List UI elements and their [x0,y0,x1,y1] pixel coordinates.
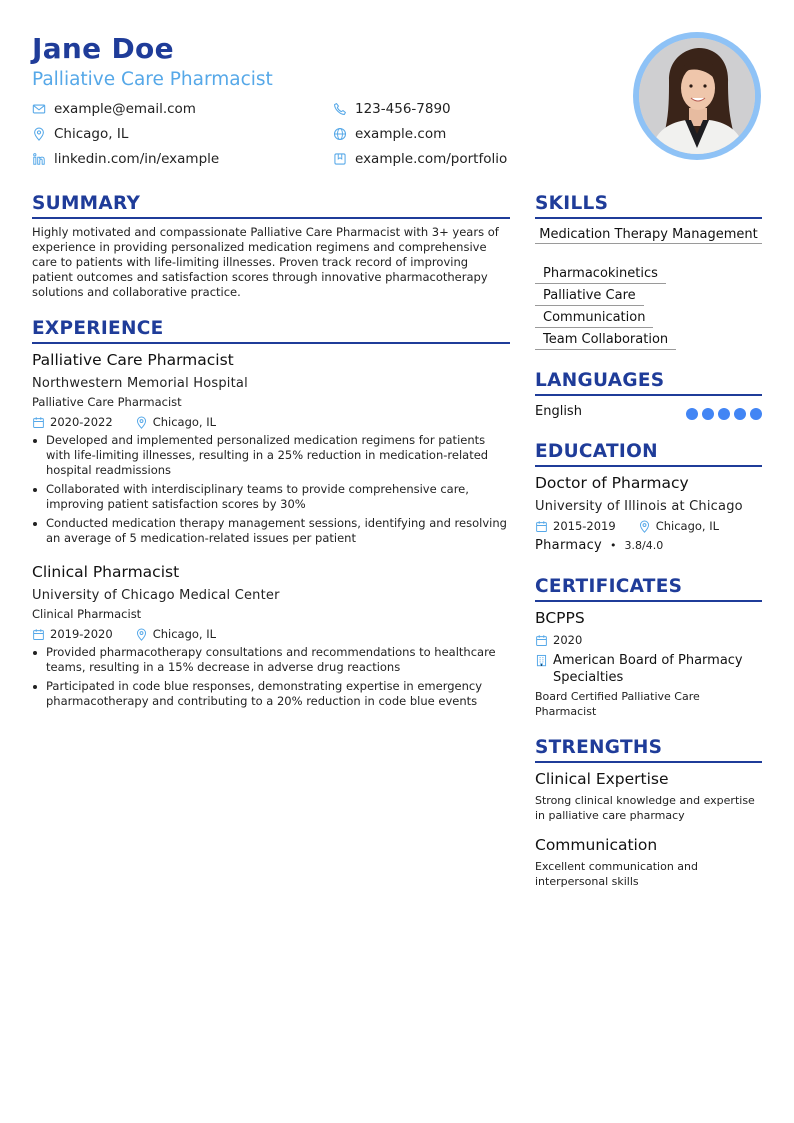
language-name: English [535,404,582,419]
education-gpa: 3.8/4.0 [624,539,664,552]
contact-portfolio-text: example.com/portfolio [355,151,508,167]
certificate-name: BCPPS [535,609,585,627]
strength-description: Strong clinical knowledge and expertise in palliative care pharmacy [535,794,755,822]
contact-website[interactable] [333,125,446,143]
job-company: University of Chicago Medical Center [32,588,280,603]
linkedin-icon [32,152,46,166]
proficiency-dot [734,408,746,420]
job-meta [32,627,216,642]
building-icon [535,654,548,667]
skill-tag: Team Collaboration [535,331,676,350]
calendar-icon [535,520,548,533]
skills-heading: SKILLS [535,192,762,219]
list-item: Developed and implemented personalized medication regimens for patients with life-limiting illnesses, resulting in a 25% reduction in medication-related hospital readmissions [32,433,512,478]
certificates-heading: CERTIFICATES [535,575,762,602]
strength-name: Communication [535,836,658,854]
certificate-issuer: American Board of Pharmacy Specialties [553,653,743,685]
proficiency-dot [702,408,714,420]
job-location: Chicago, IL [152,627,217,641]
bookmark-icon [333,152,347,166]
candidate-title: Palliative Care Pharmacist [32,69,273,90]
location-pin-icon [135,416,148,429]
certificate-description: Board Certified Palliative Care Pharmacist [535,690,700,718]
list-item: Collaborated with interdisciplinary teams to provide comprehensive care, improving patient satisfaction scores by 30% [32,482,512,512]
phone-icon [333,102,347,116]
calendar-icon [535,634,548,647]
job-company: Northwestern Memorial Hospital [32,376,248,391]
contact-website-text: example.com [355,126,447,142]
proficiency-dot [750,408,762,420]
list-item: Participated in code blue responses, demonstrating expertise in emergency pharmacotherapy and contributing to a 20% reduction in code blue events [32,679,512,709]
skill-tag: Palliative Care [535,287,644,306]
avatar [639,38,755,154]
job-location: Chicago, IL [152,415,217,429]
contact-email-text: example@email.com [54,101,196,117]
job-dates: 2019-2020 [50,627,113,641]
separator-dot: • [610,539,617,552]
list-item: Conducted medication therapy management sessions, identifying and resolving an average of 5 medication-related issues per patient [32,516,512,546]
certificate-year: 2020 [553,633,583,647]
list-item: Provided pharmacotherapy consultations and recommendations to healthcare teams, resulting in a 15% decrease in adverse drug reactions [32,645,512,675]
strengths-heading: STRENGTHS [535,736,762,763]
contact-portfolio[interactable] [333,150,507,168]
job-title: Palliative Care Pharmacist [32,351,234,369]
education-dates: 2015-2019 [553,519,616,533]
certificate-issuer-row [535,652,762,686]
education-heading: EDUCATION [535,440,762,467]
certificate-year-row [535,633,582,648]
location-pin-icon [135,628,148,641]
strength-description: Excellent communication and interpersonal skills [535,860,699,888]
job-title: Clinical Pharmacist [32,563,180,581]
languages-heading: LANGUAGES [535,369,762,396]
language-level [686,408,762,420]
proficiency-dot [686,408,698,420]
contact-email[interactable] [32,100,196,118]
location-pin-icon [638,520,651,533]
calendar-icon [32,628,45,641]
location-pin-icon [32,127,46,141]
summary-text: Highly motivated and compassionate Palliative Care Pharmacist with 3+ years of experience in providing personalized medication regimens and comprehensive care to patients with life-limiting illnesses. Proven track record of improving patient outcomes and satisfaction scores through innovative pharmacotherapy solutions and collaborative practice. [32,225,499,299]
envelope-icon [32,102,46,116]
contact-location [32,125,128,143]
candidate-name: Jane Doe [32,32,174,65]
education-meta [535,519,719,534]
experience-heading: EXPERIENCE [32,317,510,344]
education-field-row [535,538,663,553]
contact-linkedin-text: linkedin.com/in/example [54,151,220,167]
globe-icon [333,127,347,141]
skill-tag: Medication Therapy Management [535,226,762,244]
education-field: Pharmacy [535,538,603,553]
strength-name: Clinical Expertise [535,770,669,788]
job-dates: 2020-2022 [50,415,113,429]
job-meta [32,415,216,430]
job-role: Palliative Care Pharmacist [32,395,182,409]
job-bullets [32,645,512,713]
education-school: University of Illinois at Chicago [535,499,743,514]
proficiency-dot [718,408,730,420]
job-bullets [32,433,512,550]
contact-location-text: Chicago, IL [54,126,129,142]
job-role: Clinical Pharmacist [32,607,142,621]
contact-phone-text: 123-456-7890 [355,101,451,117]
skill-tag: Pharmacokinetics [535,265,666,284]
education-location: Chicago, IL [655,519,720,533]
contact-phone[interactable] [333,100,451,118]
education-degree: Doctor of Pharmacy [535,474,689,492]
skill-tag: Communication [535,309,653,328]
calendar-icon [32,416,45,429]
summary-heading: SUMMARY [32,192,510,219]
contact-linkedin[interactable] [32,150,219,168]
